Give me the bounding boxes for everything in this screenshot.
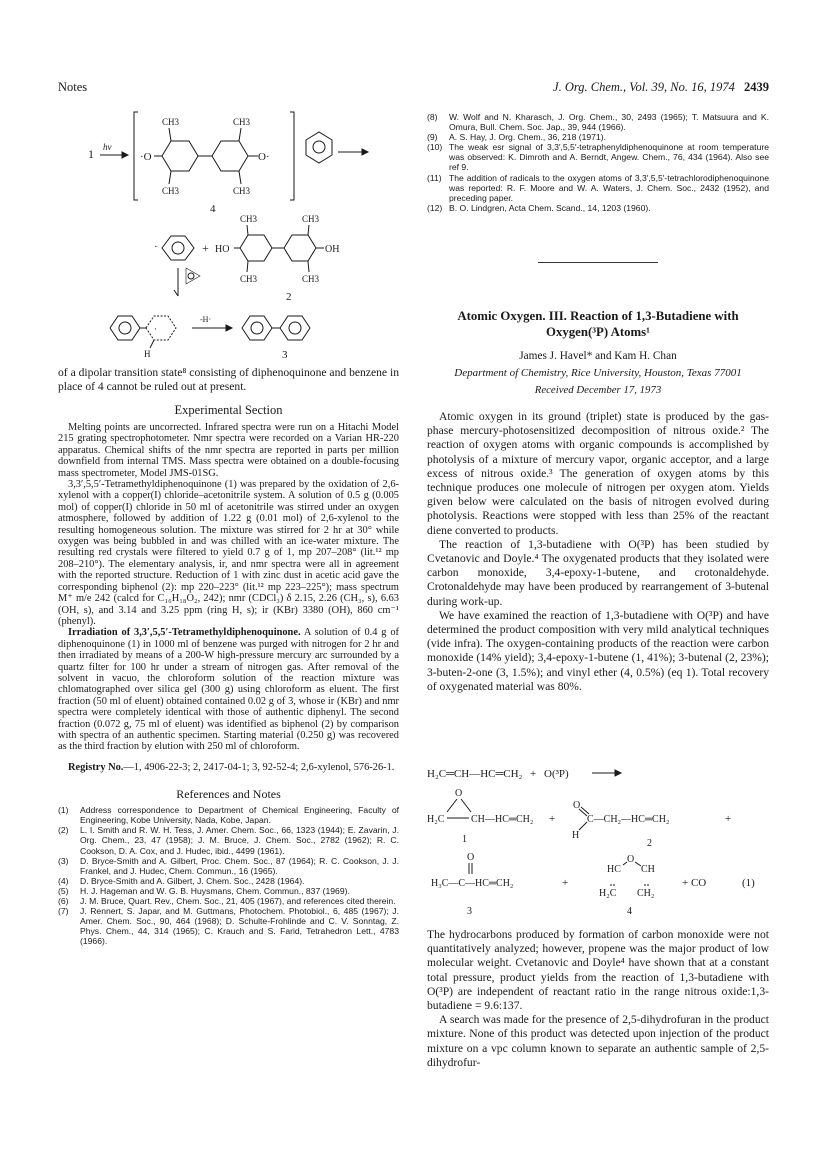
svg-text:·: · <box>154 324 157 334</box>
eq-label-3: 3 <box>467 906 472 917</box>
journal-citation: J. Org. Chem., Vol. 39, No. 16, 1974 <box>553 80 735 94</box>
article-p2: The reaction of 1,3-butadiene with O(³P) has been studied by Cvetanovic and Doyle.⁴ The oxygenated products that they isolated were carbon monoxide, 3,4-epoxy-1-butene, and crotonaldehyde. Crotonaldehyde may have been produced by rearrangement of 3-butenal during work-up. <box>427 537 769 608</box>
scheme-label-2: 2 <box>286 291 292 303</box>
eq-epoxide-h2c: H₂C <box>427 814 445 825</box>
scheme-hv-label: hν <box>103 142 112 152</box>
eq-ketone-o: O <box>467 852 475 863</box>
scheme-ch3-2br: CH3 <box>302 274 320 284</box>
references-list-left <box>58 805 399 946</box>
reference-item: (3) D. Bryce-Smith and A. Gilbert, Proc. Chem. Soc., 87 (1964); R. C. Cookson, J. J. Frankel, and J. Hudec, Chem. Commun., 16 (1965). <box>58 855 399 876</box>
article-received: Received December 17, 1973 <box>534 384 662 396</box>
scheme-ch3-tl: CH3 <box>162 117 180 127</box>
article-separator <box>538 262 658 263</box>
article-continued <box>427 928 769 1070</box>
experimental-p3-body: A solution of 0.4 g of diphenoquinone (1) in 1000 ml of benzene was purged with nitrogen for 2 hr and then irradiated by means of a 200-W high-pressure mercury arc surrounded by a quartz filter for 100 hr under a stream of nitrogen gas. After removal of the solvent in vacuo, the chloroform solution of the reaction mixture was chlomatographed over silica gel (300 g) using chloroform as eluent. The first fraction (50 ml of eluent) obtained contained 0.02 g of 3, whose ir (KBr) and nmr spectra were completely identical with those of authentic diphenyl. The second fraction (0.072 g, 75 ml of eluent) was identified as biphenol (2) by comparison with spectra of an authentic specimen. Starting material (0.250 g) was recovered as the third fraction by elution with 250 ml of chloroform. <box>58 627 399 753</box>
reference-item: (7) J. Rennert, S. Japar, and M. Guttmans, Photochem. Photobiol., 6, 485 (1967); J. Amer. Chem. Soc., 90, 464 (1968); D. Schulte-Frohlinde and C. V. Sonntag, Z. Phys. Chem., 44, 314 (1965); C. Krauch and S. Farid, Tetrahedron Lett., 4783 (1966). <box>58 906 399 947</box>
reference-item: (11) The addition of radicals to the oxygen atoms of 3,3′,5,5′-tetrachlorodiphenoquinone was reported: R. F. Moore and W. A. Waters, J. Chem. Soc., 2432 (1952), and preceding paper. <box>427 172 769 203</box>
eq-epoxide-ch: CH <box>471 814 485 825</box>
experimental-p3-head: Irradiation of 3,3′,5,5′-Tetramethyldiphenoquinone. <box>68 627 301 639</box>
eq-number: (1) <box>742 877 755 889</box>
reference-item: (2) L. I. Smith and R. W. H. Tess, J. Amer. Chem. Soc., 66, 1323 (1944); E. Zavarin, J. Org. Chem., 23, 47 (1958); J. M. Bruce, J. Chem. Soc., 2782 (1962); R. C. Cookson, D. A. Cox, and J. Hudec, ibid., 4499 (1961). <box>58 825 399 856</box>
eq-ether-o: O <box>627 854 635 865</box>
registry-body: —1, 4906-22-3; 2, 2417-04-1; 3, 92-52-4; 2,6-xylenol, 576-26-1. <box>123 761 395 773</box>
intro-paragraph: of a dipolar transition state⁸ consisting of diphenoquinone and benzene in place of 4 cannot be ruled out at present. <box>58 366 399 393</box>
equation-1 <box>427 762 769 892</box>
reference-item: (10) The weak esr signal of 3,3′,5,5′-tetraphenyldiphenoquinone at room temperature was observed: K. Dimroth and A. Berndt, Angew. Chem., 76, 434 (1964). Also see ref 9. <box>427 142 769 173</box>
article-title: Atomic Oxygen. III. Reaction of 1,3-Butadiene with Oxygen(³P) Atoms¹ <box>457 309 739 339</box>
reference-item: (12) B. O. Lindgren, Acta Chem. Scand., 14, 1203 (1960). <box>427 202 651 213</box>
scheme-ch3-br: CH3 <box>233 186 251 196</box>
scheme-ch3-tr: CH3 <box>233 117 251 127</box>
eq-ether-ch2: CH₂ <box>637 888 655 899</box>
scheme-ho: HO <box>215 244 230 255</box>
reference-item: (1) Address correspondence to Department of Chemical Engineering, Faculty of Engineering, Kobe University, Nada, Kobe, Japan. <box>58 805 399 826</box>
running-head-section: Notes <box>58 80 88 94</box>
registry-numbers <box>58 762 399 773</box>
scheme-ch3-bl: CH3 <box>162 186 180 196</box>
left-column <box>58 366 399 947</box>
eq-plus-3: + <box>725 813 732 825</box>
eq-plus-2: + <box>549 813 556 825</box>
experimental-heading: Experimental Section <box>174 403 283 417</box>
reference-item: (6) J. M. Bruce, Quart. Rev., Chem. Soc., 21, 405 (1967), and references cited therein. <box>58 896 396 907</box>
reference-item: (5) H. J. Hageman and W. G. B. Huysmans, Chem. Commun., 837 (1969). <box>58 885 350 896</box>
scheme-label-4: 4 <box>210 203 216 215</box>
reference-item: (4) D. Bryce-Smith and A. Gilbert, J. Chem. Soc., 2428 (1964). <box>58 875 305 886</box>
experimental-p1: Melting points are uncorrected. Infrared spectra were run on a Hitachi Model 215 grating spectrophotometer. Nmr spectra were recorded on a Varian HR-220 apparatus. Chemical shifts of the nmr spectra are reported in parts per million downfield from internal TMS. Mass spectra were obtained on a double-focusing mass spectrometer, Model JMS-01SG. <box>58 422 399 479</box>
eq-plus-1: + <box>530 768 537 780</box>
eq-plus-4: + <box>562 877 569 889</box>
photolysis-scheme <box>70 100 400 362</box>
eq-aldehyde-chain: C—CH₂—HC═CH₂ <box>587 814 670 825</box>
scheme-label-1: 1 <box>88 147 94 161</box>
article-p5: A search was made for the presence of 2,5-dihydrofuran in the product mixture. None of this product was detected upon injection of the product mixture on a vpc column known to separate an authentic sample of 2,5-dihydrofur- <box>427 1013 769 1069</box>
references-heading: References and Notes <box>176 787 281 802</box>
svg-text:·: · <box>154 241 158 253</box>
article-p1: Atomic oxygen in its ground (triplet) state is produced by the gas-phase mercury-photosensitized decomposition of nitrous oxide.² The reaction of oxygen atoms with organic compounds is accomplished by photolysis of a mixture of mercury vapor, organic acceptor, and a large excess of nitrous oxide.³ The generation of oxygen atoms by this technique produces one molecule of nitrogen per oxygen atom. Yields given below were calculated on the basis of nitrogen evolved during photolysis. Reactions were stopped with less than 25% of the reactant diene converted to products. <box>427 410 769 537</box>
experimental-p2: 3,3′,5,5′-Tetramethyldiphenoquinone (1) was prepared by the oxidation of 2,6-xylenol with a copper(I) chloride–acetonitrile system. A solution of 0.5 g (0.005 mol) of copper(I) chloride in 50 ml of acetonitrile was stirred under an oxygen atmosphere, followed by addition of 1.22 g (0.01 mol) of 2,6-xylenol to the resulting homogeneous solution. The mixture was stirred for 2 hr at 30° while oxygen was being bubbled in and was chilled with an ice-water mixture. The resulting red crystals were filtered to yield 0.7 g of 1, mp 207–208° (lit.¹² mp 208–210°). The elementary analysis, ir, and nmr spectra were all in agreement with the reported structure. Reduction of 1 with zinc dust in acetic acid gave the corresponding biphenol (2): mp 220–223° (lit.¹² mp 223–225°); mass spectrum M⁺ m/e 242 (calcd for C₁₆H₁₈O₂, 242); nmr (CDCl₃) δ 2.15, 2.26 (CH₃, s), 6.63 (OH, s), and 3.14 and 3.25 ppm (ring H, s); ir (KBr) 3380 (OH), 860 cm⁻¹ (phenyl). <box>58 479 399 627</box>
article-block <box>427 308 769 694</box>
reference-item: (9) A. S. Hay, J. Org. Chem., 36, 218 (1971). <box>427 132 606 143</box>
article-authors: James J. Havel* and Kam H. Chan <box>519 350 677 362</box>
eq-label-1: 1 <box>462 834 467 845</box>
eq-ketone-chain: H₃C—C—HC═CH₂ <box>431 878 514 889</box>
article-affiliation: Department of Chemistry, Rice University, Houston, Texas 77001 <box>454 367 742 379</box>
scheme-label-3: 3 <box>282 349 288 361</box>
eq-aldehyde-o: O <box>573 800 581 811</box>
references-list-right <box>427 112 769 213</box>
reference-item: (8) W. Wolf and N. Kharasch, J. Org. Chem., 30, 2493 (1965); T. Matsuura and K. Omura, Bull. Chem. Soc. Jap., 39, 944 (1966). <box>427 112 769 133</box>
eq-oxygen: O(³P) <box>544 768 569 780</box>
scheme-h-label: H <box>144 349 151 359</box>
experimental-p3 <box>58 627 399 752</box>
article-p3: We have examined the reaction of 1,3-butadiene with O(³P) and have determined the product composition with very mild analytical techniques (vide infra). The oxygen-containing products of the reaction were carbon monoxide (14% yield); 3,4-epoxy-1-butene (1, 41%); 3-butenal (2, 23%); 3-buten-2-one (3, 1.5%); and vinyl ether (4, 0.5%) (eq 1). Total recovery of oxygenated material was 80%. <box>427 608 769 693</box>
scheme-o-left: ·O <box>140 151 152 163</box>
scheme-h-minus: -H· <box>200 315 212 324</box>
right-column <box>427 112 769 213</box>
scheme-ch3-2bl: CH3 <box>240 274 258 284</box>
scheme-oh: OH <box>325 244 340 255</box>
eq-ether-ch: CH <box>641 864 655 875</box>
eq-ether-hc: HC <box>607 864 621 875</box>
eq-epoxide-tail: —HC═CH₂ <box>485 814 534 825</box>
eq-label-2: 2 <box>647 838 652 849</box>
scheme-ch3-2tr: CH3 <box>302 214 320 224</box>
eq-reactant: H₂C═CH—HC═CH₂ <box>427 768 523 780</box>
eq-aldehyde-h: H <box>572 830 580 841</box>
registry-head: Registry No. <box>68 761 124 773</box>
eq-label-4: 4 <box>627 906 632 917</box>
page-number: 2439 <box>744 80 769 94</box>
eq-ether-h2c: H₂C <box>599 888 617 899</box>
scheme-plus: + <box>202 241 209 255</box>
running-head-journal <box>553 80 769 95</box>
scheme-ch3-2tl: CH3 <box>240 214 258 224</box>
eq-epoxide-o: O <box>455 788 463 799</box>
scheme-o-right: O· <box>258 151 270 163</box>
equation-1-lower <box>427 884 769 924</box>
article-p4: The hydrocarbons produced by formation of carbon monoxide were not quantitatively analyzed; however, propene was the major product of low molecular weight. Cvetanovic and Doyle⁴ have shown that at a constant total pressure, product yields from the reaction of 1,3-butadiene with O(³P) are independent of reactant ratio in the range nitrous oxide:1,3-butadiene = 9.6:137. <box>427 928 769 1013</box>
eq-co: + CO <box>682 877 707 889</box>
